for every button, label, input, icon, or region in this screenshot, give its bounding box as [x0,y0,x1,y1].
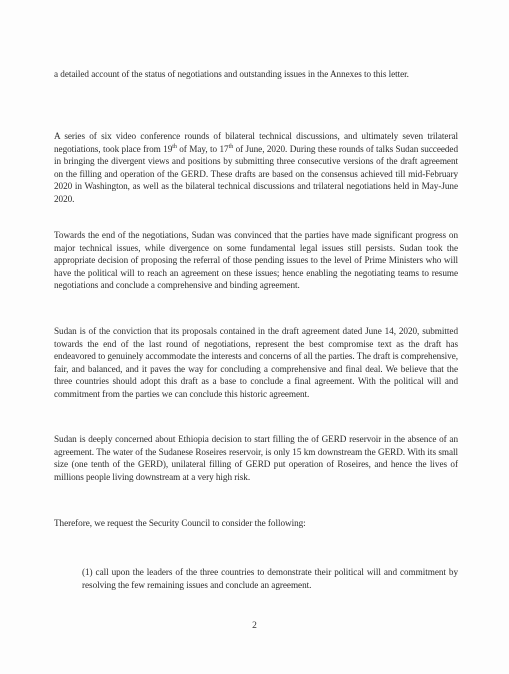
paragraph-end-of-negotiations: Towards the end of the negotiations, Sudan was convinced that the parties have made significant progress on major technical issues, while divergence on some fundamental legal issues still persists. Sudan took the appropriate decision of proposing the referral of those pending issues to the level of Prime Ministers who will have the political will to reach an agreement on these issues; hence enabling the negotiating teams to resume negotiations and conclude a comprehensive and binding agreement. [54,230,458,291]
superscript-th-1: th [172,143,177,150]
page-number: 2 [252,621,257,631]
paragraph-draft-agreement: Sudan is of the conviction that its proposals contained in the draft agreement dated June 14, 2020, submitted towards the end of the last round of negotiations, represent the best compromise text as the draft has endeavored to genuinely accommodate the interests and concerns of all the parties. The draft is comprehensive, fair, and balanced, and it paves the way for concluding a comprehensive and final deal. We believe that the three countries should adopt this draft as a base to conclude a final agreement. With the political will and commitment from the parties we can conclude this historic agreement. [54,326,458,399]
paragraph-negotiation-rounds [54,130,458,206]
paragraph-negotiation-rounds-part-b: of May, to 17 [176,143,229,154]
superscript-th-2: th [228,143,234,150]
paragraph-security-council-request: Therefore, we request the Security Council to consider the following: [54,518,306,528]
paragraph-ethiopia-concern: Sudan is deeply concerned about Ethiopia decision to start filling the of GERD reservoir in the absence of an agreement. The water of the Sudanese Roseires reservoir, is only 15 km downstream the GERD. With its small size (one tenth of the GERD), unilateral filling of GERD put operation of Roseires, and hence the lives of millions people living downstream at a very high risk. [54,434,458,482]
list-item-call-upon-leaders: (1) call upon the leaders of the three countries to demonstrate their political will and commitment by resolving the few remaining issues and conclude an agreement. [82,567,458,590]
paragraph-annexes-account: a detailed account of the status of negotiations and outstanding issues in the Annexes to this letter. [54,69,409,79]
paragraph-negotiation-rounds-part-c: of June, 2020. During these rounds of talks Sudan succeeded in bringing the divergent views and positions by submitting three consecutive versions of the draft agreement on the filling and operation of the GERD. These drafts are based on the consensus achieved till mid-February 2020 in Washington, as well as the bilateral technical discussions and trilateral negotiations held in May-June 2020. [54,143,458,204]
paragraph-negotiation-rounds-part-a: A series of six video conference rounds of bilateral technical discussions, and ultimately seven trilateral negotiations, took place from 19 [54,131,458,154]
